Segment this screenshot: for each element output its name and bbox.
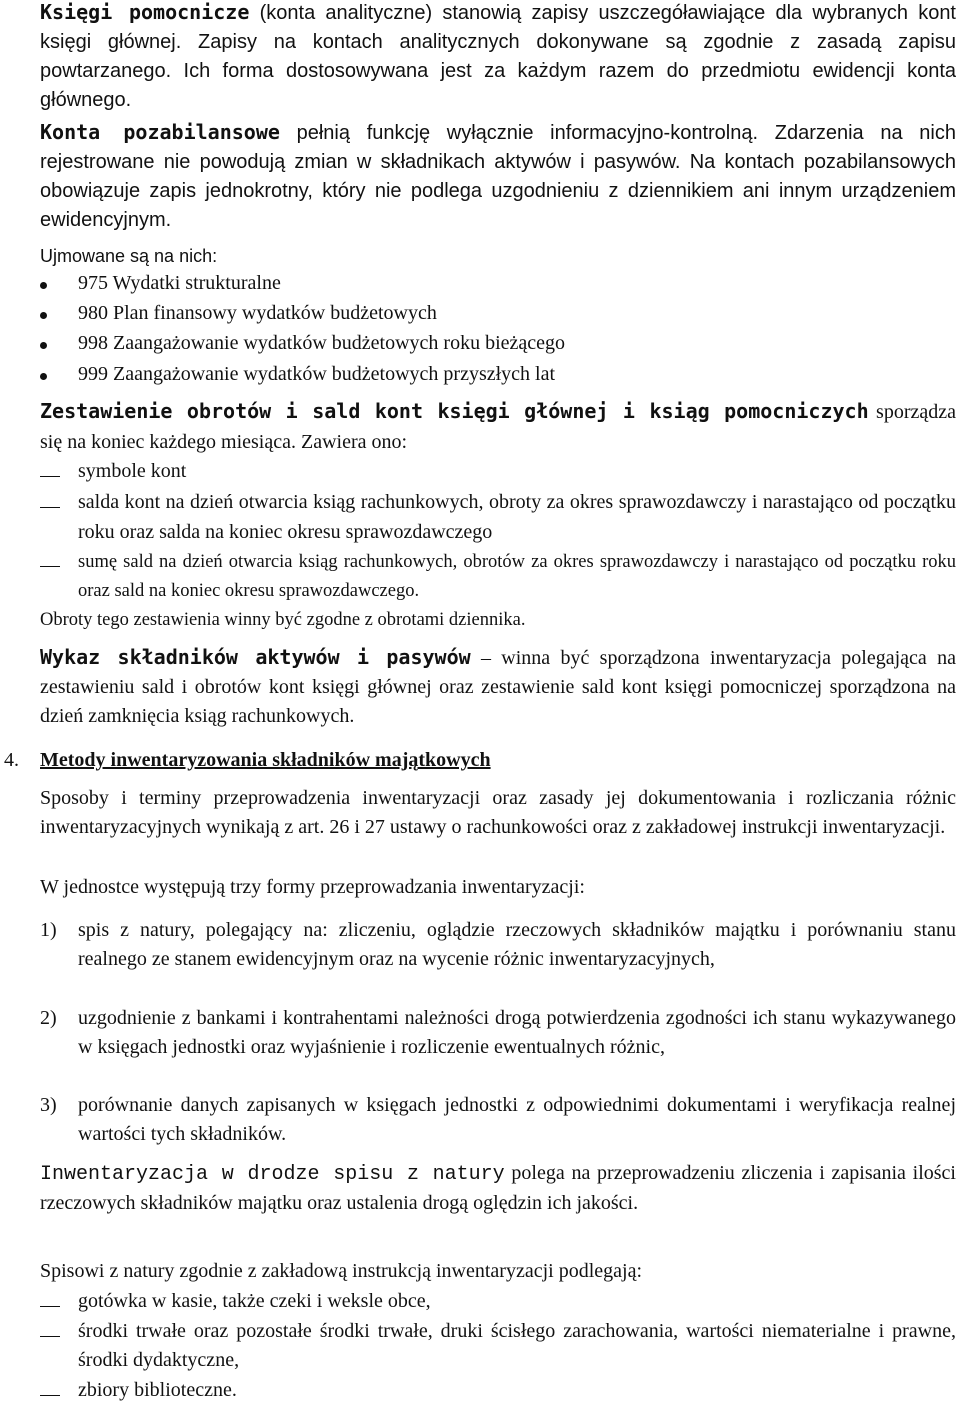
form-number: 2) xyxy=(40,1007,57,1029)
item-text: symbole kont xyxy=(78,460,187,482)
item-text: sumę sald na dzień otwarcia ksiąg rachunkowych, obrotów za okres sprawozdawczy i narastająco od początku roku oraz sald na koniec okresu sprawozdawczego. xyxy=(78,552,956,601)
form-text: uzgodnienie z bankami i kontrahentami należności drogą potwierdzenia zgodności ich stanu wykazywanego w księgach jednostki oraz wyjaśnienie i rozliczenie ewentualnych różnic, xyxy=(78,1007,956,1058)
list-item-zestawienie xyxy=(40,456,956,486)
list-item-spis xyxy=(40,1287,956,1316)
text-ksiegi-pomocnicze: (konta analityczne) stanowią zapisy uszczegóławiające dla wybranych kont księgi głównej. Zapisy na kontach analitycznych dokonywane są zgodnie z zasadą zapisu powtarzanego. Ich forma dostosowywana jest za każdym razem do przedmiotu ewidencji konta głównego. xyxy=(40,2,956,111)
form-text: spis z natury, polegający na: zliczeniu, oglądzie rzeczowych składników majątku i porównaniu stanu realnego ze stanem ewidencyjnym oraz na wycenie różnic inwentaryzacyjnych, xyxy=(78,919,956,970)
bullet-icon xyxy=(40,328,47,358)
paragraph-wykaz xyxy=(40,643,956,731)
intro-ujmowane: Ujmowane są na nich: xyxy=(40,246,218,266)
text-wykaz: – winna być sporządzona inwentaryzacja polegająca na zestawieniu sald i obrotów kont księgi głównej oraz zestawienie sald kont księgi pomocniczej sporządzona na dzień zamknięcia ksiąg rachunkowych. xyxy=(40,647,956,727)
list-item-form xyxy=(40,1091,956,1149)
account-label: 999 Zaangażowanie wydatków budżetowych przyszłych lat xyxy=(78,363,556,385)
list-item-account xyxy=(40,268,956,298)
text-konta-pozabilansowe-2: Na kontach pozabilansowych obowiązuje zapis jednokrotny, który nie podlega uzgodnieniu z dziennikiem ani innym urządzeniem ewidencyjnym. xyxy=(40,151,957,231)
outro-obroty: Obroty tego zestawienia winny być zgodne z obrotami dziennika. xyxy=(40,610,526,630)
list-item-form xyxy=(40,916,956,974)
term-konta-pozabilansowe: Konta pozabilansowe xyxy=(40,120,280,144)
paragraph-sposoby: Sposoby i terminy przeprowadzenia inwentaryzacji oraz zasady jej dokumentowania i rozliczania różnic inwentaryzacyjnych wynikają z art. 26 i 27 ustawy o rachunkowości oraz z zakładowej instrukcji inwentaryzacji. xyxy=(40,787,956,838)
dash-icon xyxy=(40,487,60,517)
bullet-icon xyxy=(40,359,47,389)
section-number: 4. xyxy=(4,749,19,771)
dash-icon xyxy=(40,548,60,577)
dash-icon xyxy=(40,1287,60,1316)
term-ksiegi-pomocnicze: Księgi pomocnicze xyxy=(40,0,250,24)
account-label: 980 Plan finansowy wydatków budżetowych xyxy=(78,302,437,324)
term-wykaz: Wykaz składników aktywów i pasywów xyxy=(40,645,471,669)
list-item-account xyxy=(40,298,956,328)
section-heading xyxy=(4,745,956,775)
form-number: 1) xyxy=(40,919,57,941)
item-text: zbiory biblioteczne. xyxy=(78,1379,237,1401)
dash-icon xyxy=(40,1317,60,1346)
item-text: środki trwałe oraz pozostałe środki trwałe, druki ścisłego zarachowania, wartości niematerialne i prawne, środki dydaktyczne, xyxy=(78,1320,956,1371)
paragraph-ksiegi-pomocnicze xyxy=(40,0,956,115)
paragraph-konta-pozabilansowe xyxy=(40,118,956,235)
list-item-zestawienie xyxy=(40,548,956,606)
paragraph-zestawienie xyxy=(40,396,956,457)
term-spis-z-natury: Inwentaryzacja w drodze spisu z natury xyxy=(40,1163,505,1186)
bullet-icon xyxy=(40,268,47,298)
form-number: 3) xyxy=(40,1094,57,1116)
account-label: 998 Zaangażowanie wydatków budżetowych roku bieżącego xyxy=(78,332,566,354)
dash-icon xyxy=(40,1376,60,1405)
list-item-zestawienie xyxy=(40,487,956,547)
list-item-spis xyxy=(40,1376,956,1405)
paragraph-formy: W jednostce występują trzy formy przeprowadzania inwentaryzacji: xyxy=(40,876,585,898)
item-text: gotówka w kasie, także czeki i weksle obce, xyxy=(78,1290,431,1312)
dash-icon xyxy=(40,456,60,486)
list-item-account xyxy=(40,328,956,358)
bullet-icon xyxy=(40,298,47,328)
text-konta-pozabilansowe-1: pełnią funkcję wyłącznie informacyjno-kontrolną. Zdarzenia na nich rejestrowane nie powodują zmian w składnikach aktywów i pasywów. xyxy=(40,122,956,173)
form-text: porównanie danych zapisanych w księgach jednostki z odpowiednimi dokumentami i weryfikacja realnej wartości tych składników. xyxy=(78,1094,956,1145)
section-title: Metody inwentaryzowania składników majątkowych xyxy=(40,749,491,771)
account-label: 975 Wydatki strukturalne xyxy=(78,272,281,294)
list-item-spis xyxy=(40,1317,956,1375)
paragraph-podlegaja: Spisowi z natury zgodnie z zakładową instrukcją inwentaryzacji podlegają: xyxy=(40,1260,643,1282)
item-text: salda kont na dzień otwarcia ksiąg rachunkowych, obroty za okres sprawozdawczy i narastająco od początku roku oraz salda na koniec okresu sprawozdawczego xyxy=(78,491,956,543)
list-item-account xyxy=(40,359,956,389)
text-spis-z-natury: polega na przeprowadzeniu zliczenia i zapisania ilości rzeczowych składników majątku oraz ustalenia drogą oględzin ich jakości. xyxy=(40,1162,956,1214)
list-item-form xyxy=(40,1004,956,1062)
text-zestawienie: sporządza się na koniec każdego miesiąca. Zawiera ono: xyxy=(40,401,957,453)
term-zestawienie: Zestawienie obrotów i sald kont księgi głównej i ksiąg pomocniczych xyxy=(40,399,869,423)
paragraph-spis-z-natury xyxy=(40,1159,956,1218)
